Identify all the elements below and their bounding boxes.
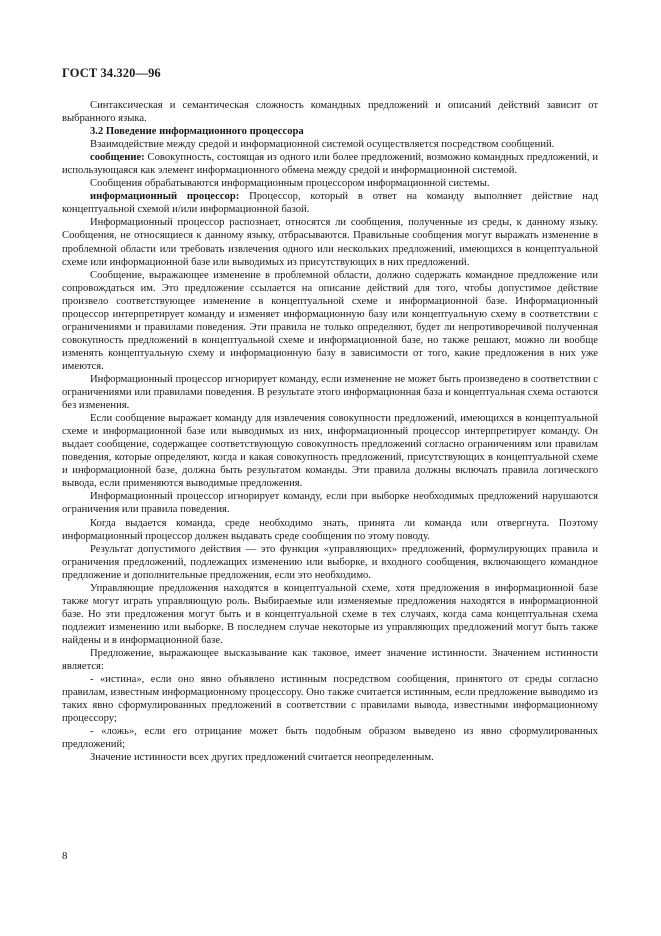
paragraph: Значение истинности всех других предложений считается неопределенным. xyxy=(90,752,434,764)
section-heading: 3.2 Поведение информационного процессора xyxy=(90,126,304,138)
paragraph: Информационный процессор игнорирует команду, если изменение не может быть произведено в соответствии с ограничениями или правилами поведения. В результате этого информационная база и концептуальная схема остаются без изменения. xyxy=(62,373,598,412)
definition-text: Процессор, который в ответ на команду выполняет действие над концептуальной схемой и/или информационной базой. xyxy=(62,191,598,216)
definition-paragraph xyxy=(62,190,598,216)
paragraph: Результат допустимого действия — это функция «управляющих» предложений, формулирующих правила и ограничения предложений, подлежащих изменению или выборке, и входного сообщения, включающего командное предложение и дополнительные предложения, если это необходимо. xyxy=(62,543,598,581)
definition-paragraph xyxy=(62,151,598,177)
paragraph: Управляющие предложения находятся в концептуальной схеме, хотя предложения в информационной базе также могут играть управляющую роль. Выбираемые или изменяемые предложения находятся в информационной базе. Но эти предложения могут быть и в концептуальной схеме в тех случаях, когда сама концептуальная схема подлежит изменению или выборке. В последнем случае некоторые из управляющих предложений могут быть также найдены и в информационной базе. xyxy=(62,582,598,646)
paragraph: Если сообщение выражает команду для извлечения совокупности предложений, имеющихся в концептуальной схеме и информационной базе или выводимых из них, информационный процессор интерпретирует команду. Он выдает сообщение, содержащее соответствующую совокупность предложений согласно ограничениям или правилам поведения, которые определяют, когда и какая совокупность предложений, присутствующих в концептуальной схеме и информационной базе, должна быть результатом команды. Эти правила должны включать правила логического вывода, если применяются выводимые предложения. xyxy=(62,413,598,490)
list-item: - «ложь», если его отрицание может быть подобным образом выведено из явно сформулированных предложений; xyxy=(62,726,598,751)
page-number: 8 xyxy=(62,850,68,862)
paragraph: Сообщение, выражающее изменение в проблемной области, должно содержать командное предложение или сопровождаться им. Это предложение ссылается на описание действий для того, чтобы допустимое действие произвело соответствующее изменение в концептуальной схеме и информационной базе. Информационный процессор интерпретирует команду и изменяет информационную базу или концептуальную схему в соответствии с ограничениями и правилами поведения. Эти правила не только определяют, будет ли непротиворечивой полученная совокупность предложений в концептуальной схеме и информационной базе, но также решают, можно ли вообще изменять концептуальную схему и информационную базу в зависимости от того, какие предложения в них уже имеются. xyxy=(62,269,598,372)
paragraph: Информационный процессор распознает, относятся ли сообщения, полученные из среды, к данному языку. Сообщения, не относящиеся к данному языку, отбрасываются. Правильные сообщения могут выражать изменение в проблемной области или требовать извлечения одного или нескольких предложений, имеющихся в концептуальной схеме или информационной базе или выводимых из присутствующих в них предложений. xyxy=(62,217,598,268)
paragraph: Взаимодействие между средой и информационной системой осуществляется посредством сообщений. xyxy=(90,139,555,151)
document-body xyxy=(62,99,598,764)
paragraph: Когда выдается команда, среде необходимо знать, принята ли команда или отвергнута. Поэтому информационный процессор должен выдавать среде сообщения по этому поводу. xyxy=(62,517,598,542)
paragraph: Предложение, выражающее высказывание как таковое, имеет значение истинности. Значением истинности является: xyxy=(62,647,598,673)
definition-term: сообщение: xyxy=(90,152,145,164)
paragraph: Синтаксическая и семантическая сложность командных предложений и описаний действий зависит от выбранного языка. xyxy=(62,100,598,125)
paragraph: Сообщения обрабатываются информационным процессором информационной системы. xyxy=(90,178,490,190)
list-item: - «истина», если оно явно объявлено истинным посредством сообщения, принятого от среды согласно правилам, известным информационному процессору. Оно также считается истинным, если предложение выводимо из таких явно сформулированных предложений в соответствии с правилами вывода, известными информационному процессору; xyxy=(62,674,598,725)
paragraph: Информационный процессор игнорирует команду, если при выборке необходимых предложений нарушаются ограничения или правила поведения. xyxy=(62,491,598,516)
standard-header: ГОСТ 34.320—96 xyxy=(62,66,161,80)
definition-term: информационный процессор: xyxy=(90,191,240,203)
definition-text: Совокупность, состоящая из одного или более предложений, возможно командных предложений, и использующаяся как элемент информационного обмена между средой и информационной системой. xyxy=(62,152,598,177)
